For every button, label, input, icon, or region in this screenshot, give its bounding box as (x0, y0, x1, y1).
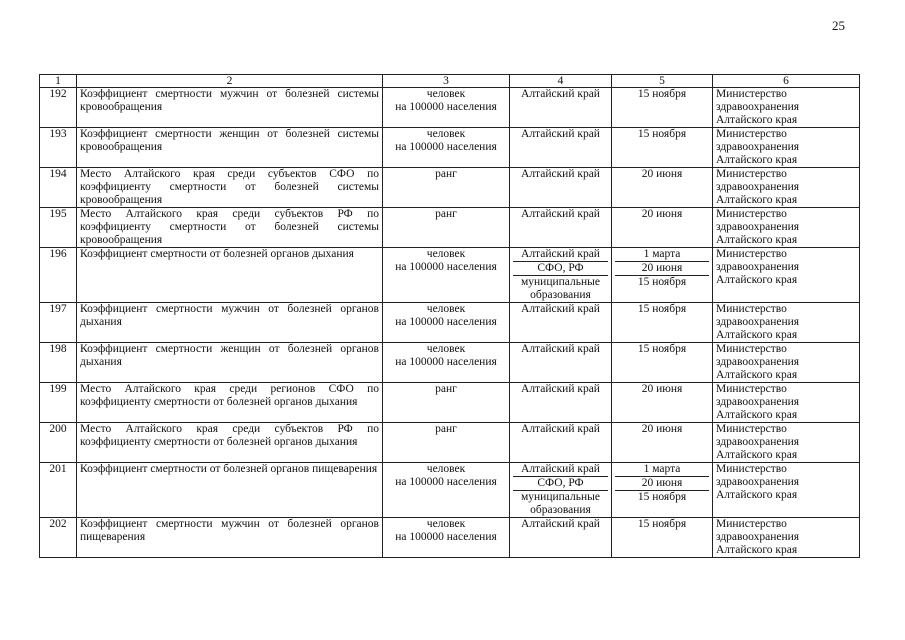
indicator-name: Коэффициент смертности мужчин от болезней органов дыхания (77, 303, 383, 343)
table-row (40, 423, 860, 463)
row-number: 201 (40, 463, 77, 518)
data-level (510, 463, 612, 518)
deadline (612, 248, 713, 303)
indicator-name: Место Алтайского края среди субъектов СФО по коэффициенту смертности от болезней системы кровообращения (77, 168, 383, 208)
deadline (612, 518, 713, 558)
deadline-entry: 15 ноября (637, 491, 687, 503)
unit-line: человек (426, 518, 466, 530)
responsible-body: Министерство здравоохранения Алтайского края (713, 423, 860, 463)
deadline-entry: 15 ноября (637, 518, 687, 530)
level-entry: Алтайский край (521, 128, 600, 140)
indicator-name: Коэффициент смертности женщин от болезней системы кровообращения (77, 128, 383, 168)
deadline-entry: 20 июня (615, 262, 709, 276)
page-number: 25 (832, 18, 845, 33)
table-row (40, 303, 860, 343)
indicator-name: Коэффициент смертности мужчин от болезней органов пищеварения (77, 518, 383, 558)
unit-line: человек (426, 88, 466, 100)
data-level (510, 423, 612, 463)
unit-of-measure (383, 463, 510, 518)
unit-line: человек (426, 128, 466, 140)
unit-line: на 100000 населения (395, 261, 497, 273)
data-level (510, 303, 612, 343)
row-number: 199 (40, 383, 77, 423)
indicator-name: Место Алтайского края среди субъектов РФ по коэффициенту смертности от болезней системы кровообращения (77, 208, 383, 248)
level-entry: Алтайский край (513, 463, 608, 477)
responsible-body: Министерство здравоохранения Алтайского края (713, 248, 860, 303)
indicator-name: Место Алтайского края среди регионов СФО по коэффициенту смертности от болезней органов дыхания (77, 383, 383, 423)
row-number: 200 (40, 423, 77, 463)
indicator-name: Место Алтайского края среди субъектов РФ по коэффициенту смертности от болезней органов дыхания (77, 423, 383, 463)
row-number: 197 (40, 303, 77, 343)
deadline (612, 343, 713, 383)
responsible-body: Министерство здравоохранения Алтайского края (713, 128, 860, 168)
deadline (612, 423, 713, 463)
table-row (40, 88, 860, 128)
row-number: 198 (40, 343, 77, 383)
data-level (510, 128, 612, 168)
unit-of-measure (383, 208, 510, 248)
responsible-body: Министерство здравоохранения Алтайского края (713, 383, 860, 423)
unit-of-measure (383, 248, 510, 303)
level-entry: Алтайский край (521, 303, 600, 315)
unit-line: на 100000 населения (395, 101, 497, 113)
indicator-name: Коэффициент смертности от болезней органов дыхания (77, 248, 383, 303)
indicators-table (39, 74, 860, 558)
table-row (40, 463, 860, 518)
row-number: 193 (40, 128, 77, 168)
responsible-body: Министерство здравоохранения Алтайского края (713, 208, 860, 248)
deadline-entry: 15 ноября (637, 88, 687, 100)
deadline-entry: 1 марта (615, 463, 709, 477)
unit-line: ранг (435, 383, 457, 395)
deadline-entry: 20 июня (641, 208, 683, 220)
unit-line: человек (426, 463, 466, 475)
column-header-2: 2 (77, 75, 383, 88)
data-level (510, 383, 612, 423)
unit-line: ранг (435, 208, 457, 220)
unit-line: на 100000 населения (395, 531, 497, 543)
unit-line: на 100000 населения (395, 356, 497, 368)
row-number: 194 (40, 168, 77, 208)
level-entry: Алтайский край (521, 88, 600, 100)
indicator-name: Коэффициент смертности мужчин от болезней системы кровообращения (77, 88, 383, 128)
unit-line: на 100000 населения (395, 141, 497, 153)
table-row (40, 518, 860, 558)
indicator-name: Коэффициент смертности женщин от болезней органов дыхания (77, 343, 383, 383)
table-row (40, 343, 860, 383)
level-entry: муниципальные образования (521, 276, 600, 301)
table-row (40, 248, 860, 303)
responsible-body: Министерство здравоохранения Алтайского края (713, 303, 860, 343)
level-entry: Алтайский край (521, 518, 600, 530)
responsible-body: Министерство здравоохранения Алтайского края (713, 518, 860, 558)
deadline-entry: 20 июня (641, 383, 683, 395)
deadline-entry: 15 ноября (637, 276, 687, 288)
unit-of-measure (383, 383, 510, 423)
level-entry: муниципальные образования (521, 491, 600, 516)
row-number: 192 (40, 88, 77, 128)
level-entry: СФО, РФ (513, 262, 608, 276)
deadline (612, 383, 713, 423)
indicator-name: Коэффициент смертности от болезней органов пищеварения (77, 463, 383, 518)
table-row (40, 128, 860, 168)
deadline-entry: 20 июня (641, 423, 683, 435)
column-number-row (40, 75, 860, 88)
column-header-6: 6 (713, 75, 860, 88)
unit-line: человек (426, 343, 466, 355)
level-entry: Алтайский край (521, 423, 600, 435)
responsible-body: Министерство здравоохранения Алтайского края (713, 168, 860, 208)
unit-of-measure (383, 343, 510, 383)
deadline (612, 463, 713, 518)
unit-of-measure (383, 88, 510, 128)
table-row (40, 168, 860, 208)
deadline-entry: 15 ноября (637, 128, 687, 140)
responsible-body: Министерство здравоохранения Алтайского края (713, 463, 860, 518)
deadline-entry: 15 ноября (637, 343, 687, 355)
unit-line: человек (426, 248, 466, 260)
table-row (40, 383, 860, 423)
unit-line: на 100000 населения (395, 316, 497, 328)
unit-line: человек (426, 303, 466, 315)
level-entry: Алтайский край (521, 168, 600, 180)
deadline (612, 88, 713, 128)
data-level (510, 88, 612, 128)
table-row (40, 208, 860, 248)
row-number: 195 (40, 208, 77, 248)
unit-line: ранг (435, 423, 457, 435)
deadline-entry: 1 марта (615, 248, 709, 262)
deadline (612, 303, 713, 343)
deadline-entry: 20 июня (641, 168, 683, 180)
column-header-1: 1 (40, 75, 77, 88)
row-number: 196 (40, 248, 77, 303)
data-level (510, 343, 612, 383)
data-level (510, 518, 612, 558)
level-entry: Алтайский край (513, 248, 608, 262)
level-entry: Алтайский край (521, 208, 600, 220)
unit-of-measure (383, 168, 510, 208)
level-entry: Алтайский край (521, 343, 600, 355)
deadline (612, 168, 713, 208)
unit-line: на 100000 населения (395, 476, 497, 488)
row-number: 202 (40, 518, 77, 558)
column-header-4: 4 (510, 75, 612, 88)
data-level (510, 208, 612, 248)
deadline (612, 208, 713, 248)
responsible-body: Министерство здравоохранения Алтайского края (713, 343, 860, 383)
responsible-body: Министерство здравоохранения Алтайского края (713, 88, 860, 128)
column-header-3: 3 (383, 75, 510, 88)
level-entry: СФО, РФ (513, 477, 608, 491)
unit-line: ранг (435, 168, 457, 180)
data-level (510, 248, 612, 303)
unit-of-measure (383, 303, 510, 343)
deadline-entry: 15 ноября (637, 303, 687, 315)
unit-of-measure (383, 518, 510, 558)
level-entry: Алтайский край (521, 383, 600, 395)
unit-of-measure (383, 423, 510, 463)
deadline (612, 128, 713, 168)
column-header-5: 5 (612, 75, 713, 88)
unit-of-measure (383, 128, 510, 168)
deadline-entry: 20 июня (615, 477, 709, 491)
data-level (510, 168, 612, 208)
